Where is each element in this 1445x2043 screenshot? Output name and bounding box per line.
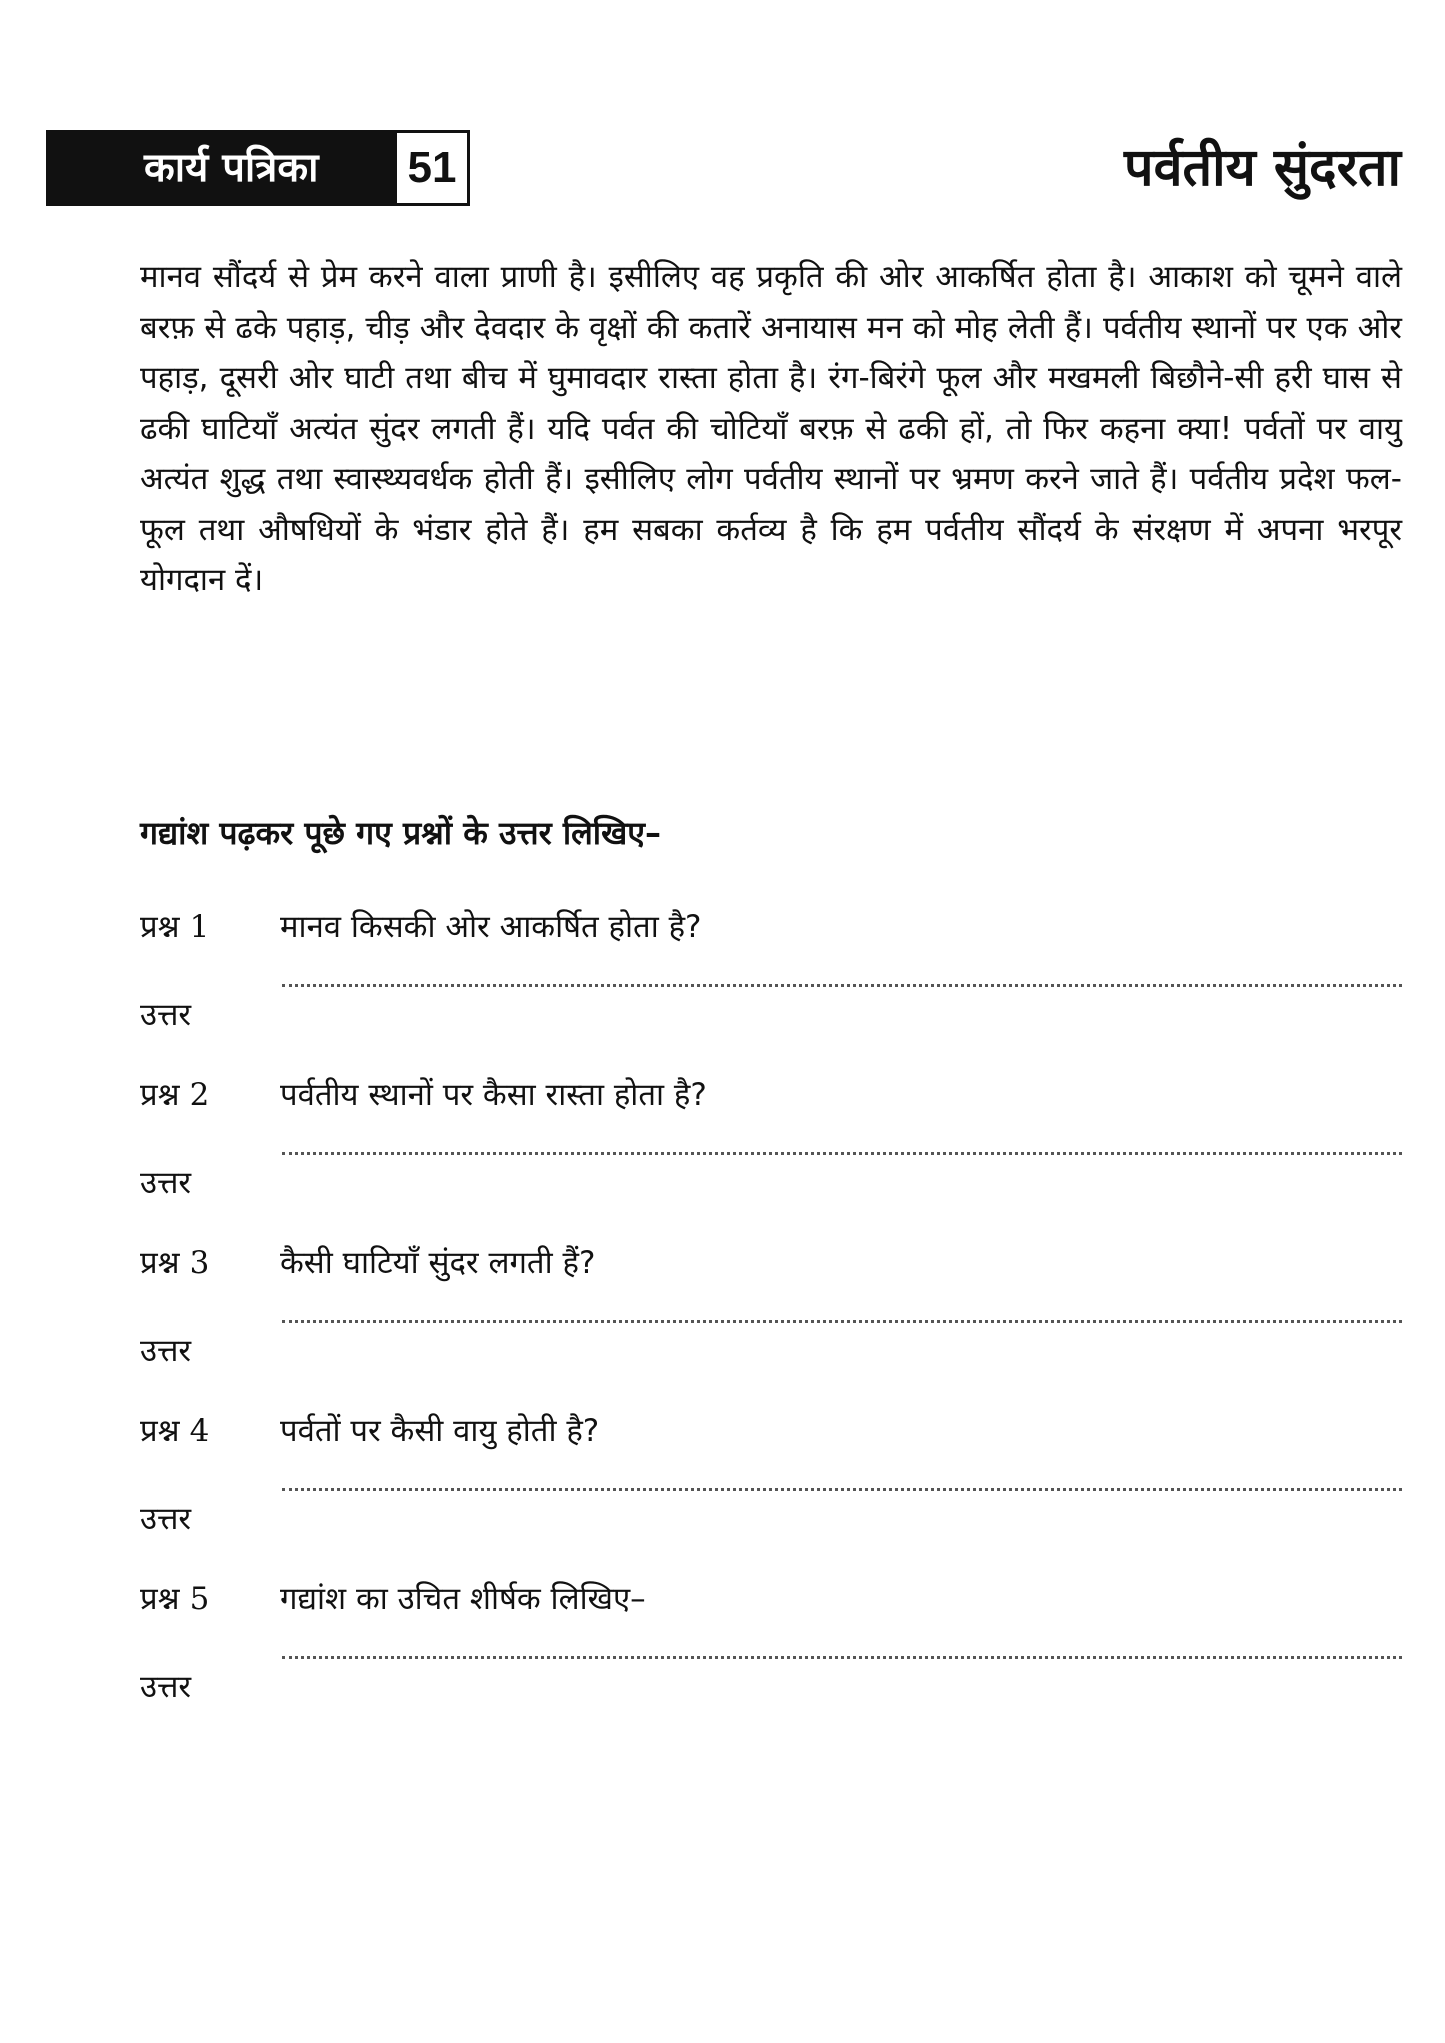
answer-label: उत्तर	[140, 1333, 192, 1369]
instruction: गद्यांश पढ़कर पूछे गए प्रश्नों के उत्तर लिखिए–	[140, 814, 661, 852]
question-text: गद्यांश का उचित शीर्षक लिखिए–	[280, 1581, 646, 1617]
question-text: कैसी घाटियाँ सुंदर लगती हैं?	[280, 1245, 596, 1281]
answer-label: उत्तर	[140, 1165, 192, 1201]
answer-label: उत्तर	[140, 997, 192, 1033]
question-label: प्रश्न 3	[140, 1245, 210, 1281]
question-1	[140, 902, 1402, 1042]
question-2	[140, 1070, 1402, 1210]
page-title: पर्वतीय सुंदरता	[1124, 138, 1401, 198]
answer-line[interactable]	[282, 1656, 1402, 1659]
question-label: प्रश्न 4	[140, 1413, 210, 1449]
question-text: पर्वतीय स्थानों पर कैसा रास्ता होता है?	[280, 1077, 707, 1113]
question-5	[140, 1574, 1402, 1714]
answer-label: उत्तर	[140, 1501, 192, 1537]
reading-passage: मानव सौंदर्य से प्रेम करने वाला प्राणी है। इसीलिए वह प्रकृति की ओर आकर्षित होता है। आकाश को चूमने वाले बरफ़ से ढके पहाड़, चीड़ और देवदार के वृक्षों की कतारें अनायास मन को मोह लेती हैं। पर्वतीय स्थानों पर एक ओर पहाड़, दूसरी ओर घाटी तथा बीच में घुमावदार रास्ता होता है। रंग-बिरंगे फूल और मखमली बिछौने-सी हरी घास से ढकी घाटियाँ अत्यंत सुंदर लगती हैं। यदि पर्वत की चोटियाँ बरफ़ से ढकी हों, तो फिर कहना क्या! पर्वतों पर वायु अत्यंत शुद्ध तथा स्वास्थ्यवर्धक होती हैं। इसीलिए लोग पर्वतीय स्थानों पर भ्रमण करने जाते हैं। पर्वतीय प्रदेश फल-फूल तथा औषधियों के भंडार होते हैं। हम सबका कर्तव्य है कि हम पर्वतीय सौंदर्य के संरक्षण में अपना भरपूर योगदान दें।	[140, 259, 1402, 598]
question-label: प्रश्न 2	[140, 1077, 210, 1113]
worksheet-label: कार्य पत्रिका	[144, 145, 319, 191]
question-label: प्रश्न 1	[140, 909, 210, 945]
answer-line[interactable]	[282, 1152, 1402, 1155]
question-3	[140, 1238, 1402, 1378]
answer-line[interactable]	[282, 1488, 1402, 1491]
question-label: प्रश्न 5	[140, 1581, 210, 1617]
worksheet-number: 51	[394, 130, 470, 206]
answer-label: उत्तर	[140, 1669, 192, 1705]
question-4	[140, 1406, 1402, 1546]
question-text: पर्वतों पर कैसी वायु होती है?	[280, 1413, 600, 1449]
question-text: मानव किसकी ओर आकर्षित होता है?	[280, 909, 702, 945]
answer-line[interactable]	[282, 1320, 1402, 1323]
answer-line[interactable]	[282, 984, 1402, 987]
